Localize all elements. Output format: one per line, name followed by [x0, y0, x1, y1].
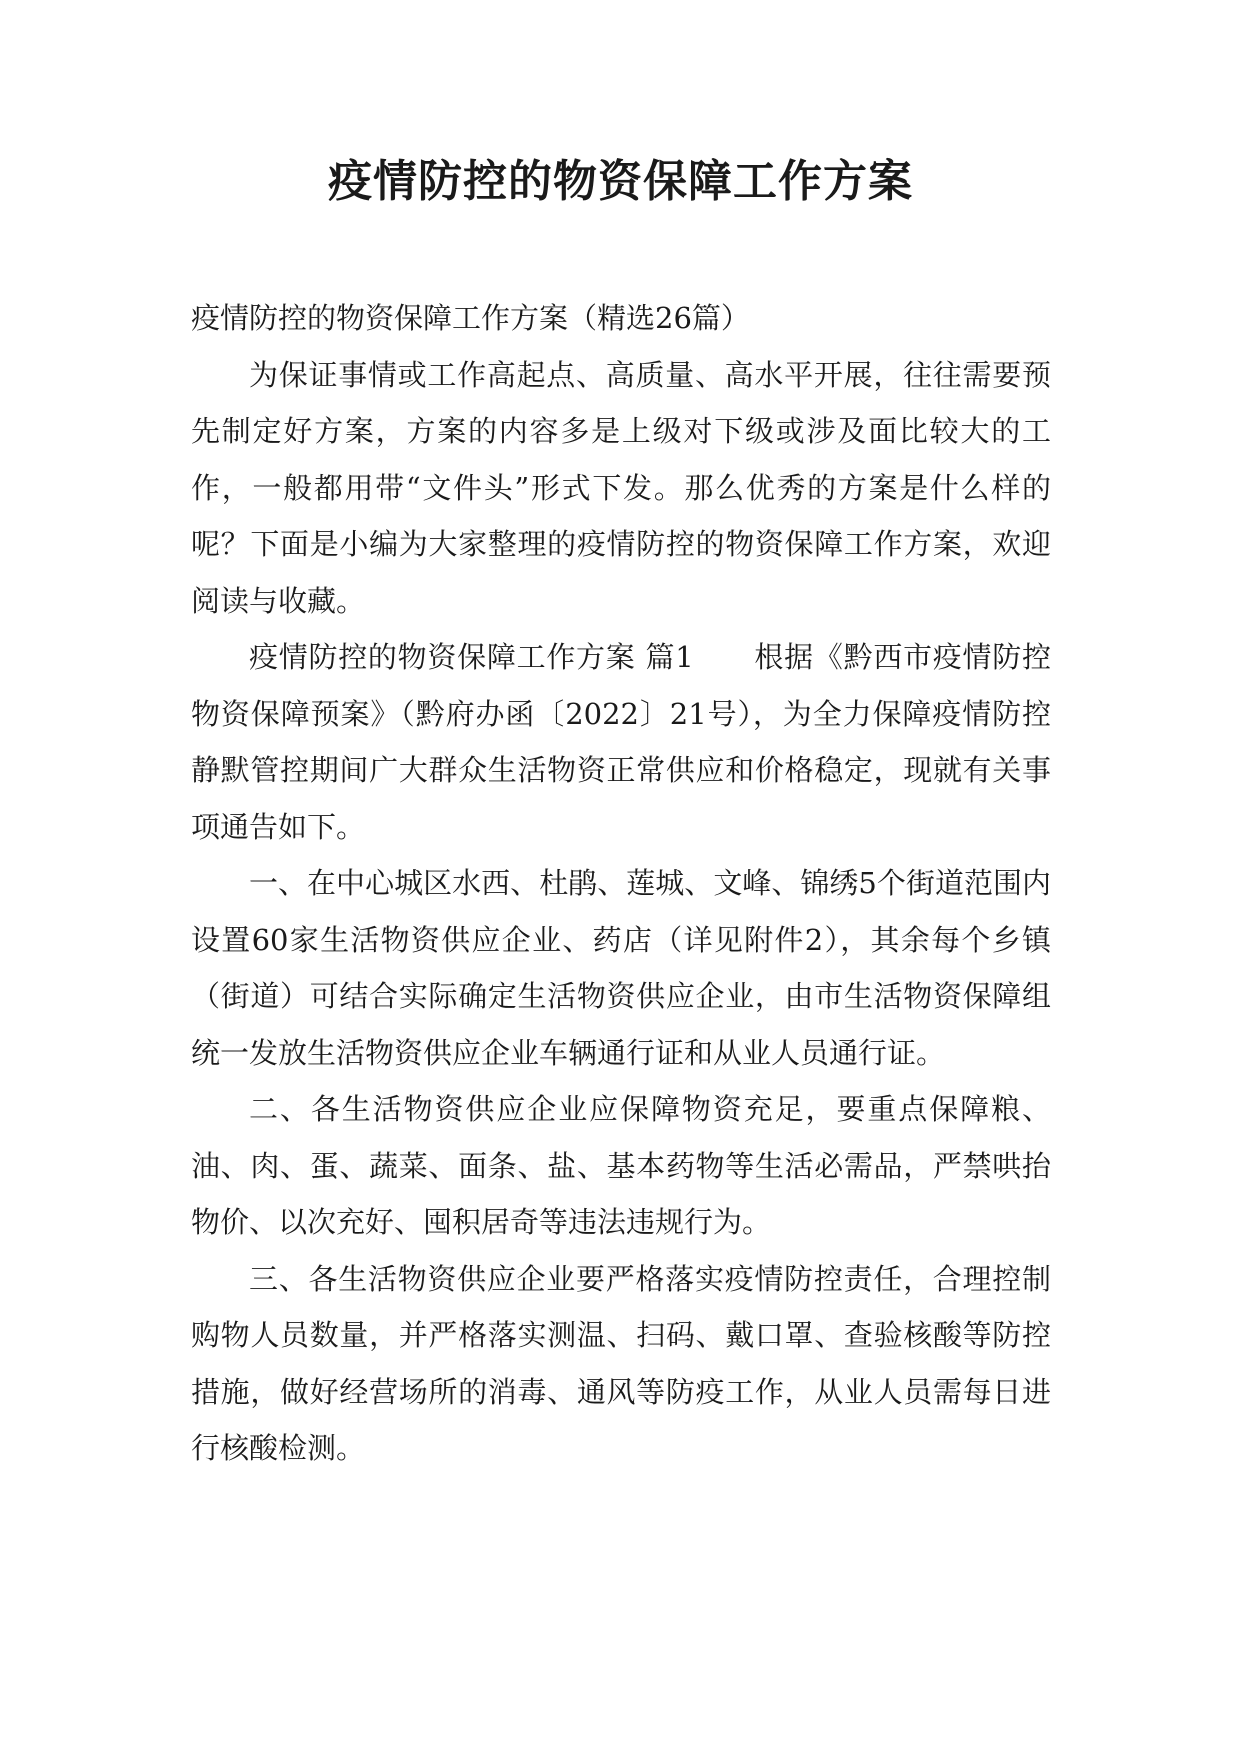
section-paragraph	[191, 629, 1051, 855]
item-paragraph-2: 二、各生活物资供应企业应保障物资充足，要重点保障粮、油、肉、蛋、蔬菜、面条、盐、基本药物等生活必需品，严禁哄抬物价、以次充好、囤积居奇等违法违规行为。	[191, 1092, 1051, 1239]
section-heading: 疫情防控的物资保障工作方案 篇1	[249, 640, 694, 674]
item-paragraph-3: 三、各生活物资供应企业要严格落实疫情防控责任，合理控制购物人员数量，并严格落实测温、扫码、戴口罩、查验核酸等防控措施，做好经营场所的消毒、通风等防疫工作，从业人员需每日进行核酸检测。	[191, 1261, 1051, 1465]
section-lead: 根据《黔西市疫情防控物资保障预案》（黔府办函〔2022〕21号），为全力保障疫情防控静默管控期间广大群众生活物资正常供应和价格稳定，现就有关事项通告如下。	[191, 640, 1051, 844]
item-paragraph-1: 一、在中心城区水西、杜鹃、莲城、文峰、锦绣5个街道范围内设置60家生活物资供应企业、药店（详见附件2），其余每个乡镇（街道）可结合实际确定生活物资供应企业，由市生活物资保障组统一发放生活物资供应企业车辆通行证和从业人员通行证。	[191, 866, 1051, 1070]
intro-paragraph: 为保证事情或工作高起点、高质量、高水平开展，往往需要预先制定好方案，方案的内容多是上级对下级或涉及面比较大的工作，一般都用带“文件头”形式下发。那么优秀的方案是什么样的呢？下面是小编为大家整理的疫情防控的物资保障工作方案，欢迎阅读与收藏。	[191, 357, 1051, 618]
document-subtitle: 疫情防控的物资保障工作方案（精选26篇）	[191, 301, 750, 335]
document-title: 疫情防控的物资保障工作方案	[328, 156, 913, 207]
document-body	[191, 290, 1051, 1477]
